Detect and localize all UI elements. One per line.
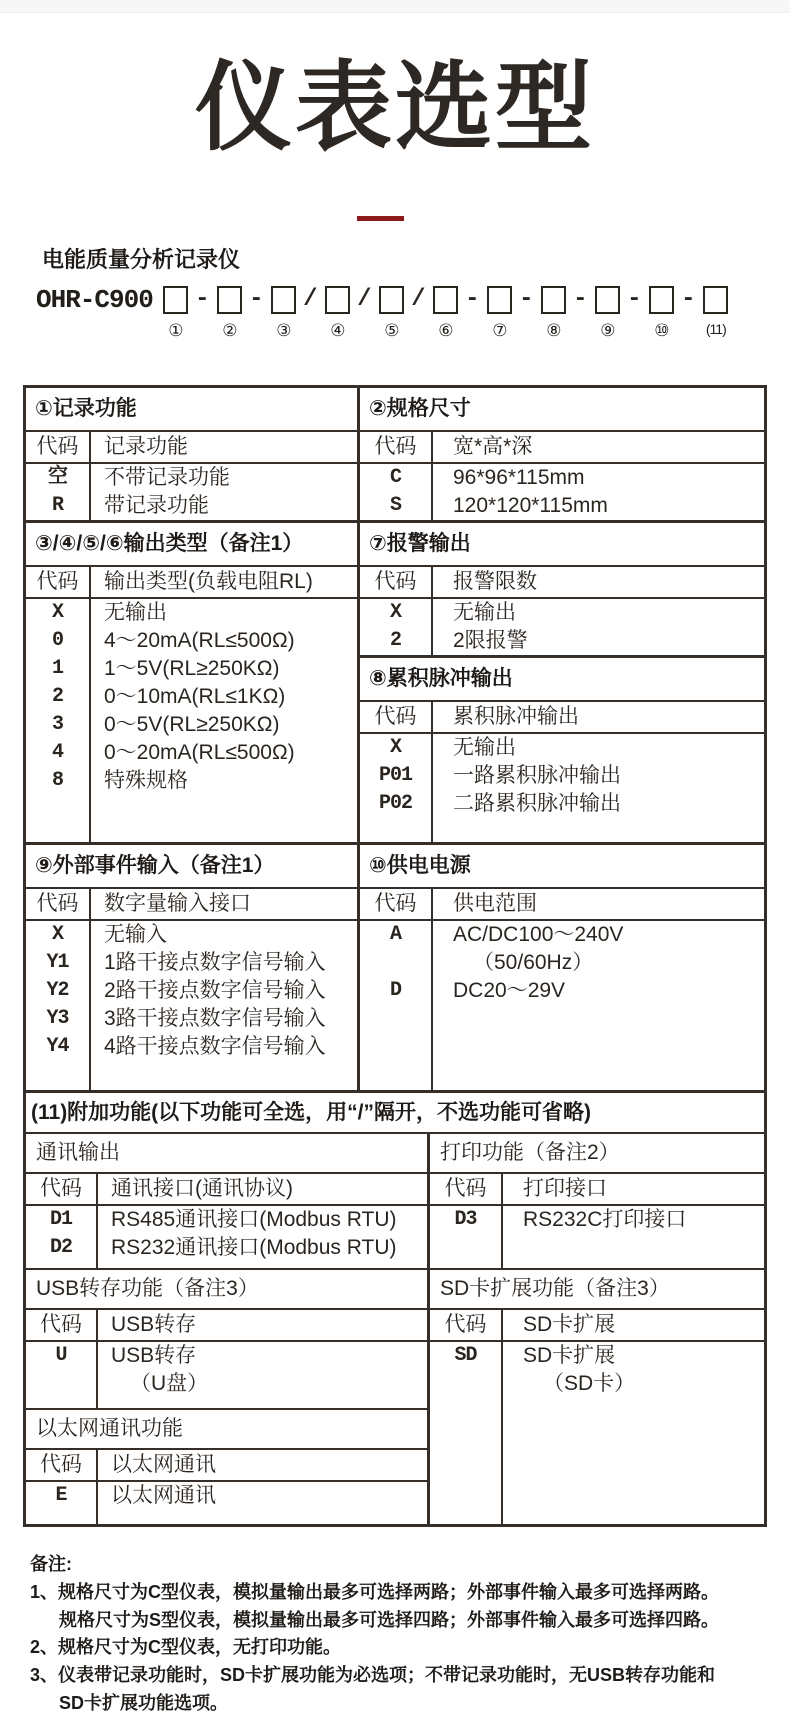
table-band-d: [26, 1132, 764, 1524]
code-column: [430, 1174, 503, 1268]
model-box: [163, 286, 188, 314]
desc-header-cell: 打印接口: [503, 1174, 764, 1206]
model-box: [325, 286, 350, 314]
desc-header-cell: 通讯接口(通讯协议): [98, 1174, 427, 1206]
desc-cell: 1路干接点数字信号输入: [104, 950, 326, 974]
model-position-number: ②: [222, 320, 238, 340]
code-cell: 1: [51, 656, 63, 680]
code-cell: 4: [51, 740, 63, 764]
footnotes-title: 备注:: [30, 1553, 72, 1574]
section-output-type: [26, 523, 360, 842]
desc-cell: 无输出: [453, 600, 516, 624]
code-cell: X: [389, 600, 401, 624]
desc-cell: 1～5V(RL≥250KΩ): [104, 656, 280, 680]
desc-header-cell: 报警限数: [433, 567, 764, 599]
model-prefix: OHR-C900: [36, 284, 153, 315]
subsection-title: USB转存功能（备注3）: [26, 1270, 427, 1310]
model-separator: -: [681, 286, 696, 314]
footnote-line: 3、仪表带记录功能时，SD卡扩展功能为必选项；不带记录功能时，无USB转存功能和: [30, 1665, 716, 1686]
subsection-title: 以太网通讯功能: [26, 1410, 427, 1450]
subsection-ethernet: [26, 1410, 427, 1524]
model-box: [595, 286, 620, 314]
code-column: [26, 1310, 98, 1408]
desc-cell: 无输出: [104, 600, 167, 624]
desc-header-cell: 累积脉冲输出: [433, 702, 764, 734]
desc-cell: 不带记录功能: [104, 465, 230, 489]
code-header-cell: 代码: [26, 1174, 96, 1206]
code-column: [360, 702, 433, 842]
code-header-cell: 代码: [26, 1450, 96, 1482]
desc-column: [98, 1174, 427, 1268]
desc-cell: 96*96*115mm: [453, 465, 585, 489]
desc-cell: RS232C打印接口: [523, 1207, 687, 1231]
desc-cell: 2路干接点数字信号输入: [104, 978, 326, 1002]
code-header-cell: 代码: [26, 432, 89, 464]
code-cell: X: [51, 600, 63, 624]
code-header-cell: 代码: [430, 1310, 501, 1342]
code-header-cell: 代码: [26, 1310, 96, 1342]
desc-header-cell: 宽*高*深: [433, 432, 764, 464]
model-box: [487, 286, 512, 314]
model-slot-4: [325, 284, 379, 341]
desc-cell: RS232通讯接口(Modbus RTU): [111, 1235, 397, 1259]
top-strip: [0, 0, 790, 13]
model-position-number: ⑤: [384, 320, 400, 340]
desc-cell: DC20～29V: [453, 978, 566, 1002]
code-column: [26, 889, 91, 1090]
subsection-comm-output: [26, 1134, 427, 1270]
model-position-number: ①: [168, 320, 184, 340]
model-slot-8: [541, 284, 595, 341]
section-alarm-output: [360, 523, 764, 658]
model-position-number: ⑥: [438, 320, 454, 340]
subsection-title: 打印功能（备注2）: [430, 1134, 764, 1174]
subsection-title: SD卡扩展功能（备注3）: [430, 1270, 764, 1310]
subsection-print: [430, 1134, 764, 1270]
desc-cell: 2限报警: [453, 628, 528, 652]
band-d-left: [26, 1134, 430, 1524]
desc-cell: 无输入: [104, 922, 167, 946]
code-cell: Y1: [46, 950, 69, 974]
code-header-cell: 代码: [360, 702, 431, 734]
subsection-title: 通讯输出: [26, 1134, 427, 1174]
model-box: [217, 286, 242, 314]
desc-column: [433, 567, 764, 655]
desc-column: [91, 567, 357, 842]
desc-column: [98, 1310, 427, 1408]
code-header-cell: 代码: [26, 889, 89, 921]
desc-header-cell: 以太网通讯: [98, 1450, 427, 1482]
footnote-line: 2、规格尺寸为C型仪表，无打印功能。: [30, 1637, 342, 1658]
code-cell: 0: [51, 628, 63, 652]
desc-column: [433, 432, 764, 520]
desc-cell: USB转存: [111, 1343, 197, 1367]
accent-divider: [357, 216, 404, 221]
model-box: [541, 286, 566, 314]
model-slot-9: [595, 284, 649, 341]
code-header-cell: 代码: [360, 567, 431, 599]
desc-cell: AC/DC100～240V: [453, 922, 624, 946]
model-box: [703, 286, 728, 314]
code-header-cell: 代码: [26, 567, 89, 599]
model-separator: -: [573, 286, 588, 314]
code-cell: 8: [51, 768, 63, 792]
model-separator: -: [519, 286, 534, 314]
code-cell: 2: [389, 628, 401, 652]
section-title: ⑩供电电源: [360, 845, 764, 889]
desc-column: [503, 1310, 764, 1524]
model-position-number: ⑧: [546, 320, 562, 340]
model-position-number: ③: [276, 320, 292, 340]
desc-cell: （SD卡）: [543, 1371, 636, 1395]
desc-cell: 4路干接点数字信号输入: [104, 1034, 326, 1058]
desc-cell: 0～20mA(RL≤500Ω): [104, 740, 295, 764]
table-band-c: [26, 842, 764, 1090]
model-slot-1: [163, 284, 217, 341]
desc-cell: （50/60Hz）: [473, 950, 594, 974]
model-box: [649, 286, 674, 314]
desc-cell: （U盘）: [130, 1371, 209, 1395]
code-cell: SD: [454, 1343, 477, 1367]
section-title: ⑨外部事件输入（备注1）: [26, 845, 357, 889]
model-slot-3: [271, 284, 325, 341]
code-header-cell: 代码: [430, 1174, 501, 1206]
model-box: [433, 286, 458, 314]
desc-header-cell: USB转存: [98, 1310, 427, 1342]
subsection-usb-transfer: [26, 1270, 427, 1410]
desc-cell: 4～20mA(RL≤500Ω): [104, 628, 295, 652]
model-slots: [163, 284, 757, 341]
model-separator: /: [357, 286, 372, 314]
code-column: [26, 1450, 98, 1524]
model-box: [271, 286, 296, 314]
code-column: [360, 567, 433, 655]
model-position-number: (11): [705, 320, 726, 337]
desc-cell: 3路干接点数字信号输入: [104, 1006, 326, 1030]
model-position-number: ⑩: [654, 320, 670, 340]
code-cell: 2: [51, 684, 63, 708]
desc-cell: 0～5V(RL≥250KΩ): [104, 712, 280, 736]
code-cell: D3: [454, 1207, 477, 1231]
code-column: [430, 1310, 503, 1524]
model-separator: -: [249, 286, 264, 314]
table-band-a: [26, 388, 764, 520]
footnote-line: 规格尺寸为S型仪表，模拟量输出最多可选择四路；外部事件输入最多可选择四路。: [59, 1609, 720, 1630]
page-title: 仪表选型: [195, 53, 595, 162]
model-separator: /: [411, 286, 426, 314]
code-cell: E: [55, 1483, 67, 1507]
code-cell: X: [51, 922, 63, 946]
band-b-right: [360, 523, 764, 842]
section-title: ③/④/⑤/⑥输出类型（备注1）: [26, 523, 357, 567]
section-title: ⑧累积脉冲输出: [360, 658, 764, 702]
code-cell: 空: [48, 465, 67, 489]
code-cell: A: [389, 922, 401, 946]
section-external-event-input: [26, 845, 360, 1090]
desc-cell: 120*120*115mm: [453, 493, 608, 517]
model-separator: -: [627, 286, 642, 314]
selection-table: [23, 385, 767, 1527]
model-slot-2: [217, 284, 271, 341]
code-cell: X: [389, 735, 401, 759]
desc-cell: 无输出: [453, 735, 516, 759]
code-column: [360, 889, 433, 1090]
code-cell: [360, 949, 431, 977]
code-cell: 3: [51, 712, 63, 736]
code-column: [26, 432, 91, 520]
section-power-supply: [360, 845, 764, 1090]
desc-column: [503, 1174, 764, 1268]
code-cell: [26, 1370, 96, 1398]
desc-cell: 二路累积脉冲输出: [453, 791, 621, 815]
model-separator: -: [465, 286, 480, 314]
subsection-sd-card: [430, 1270, 764, 1524]
model-slot-11: [703, 284, 757, 341]
section-additional-functions-title: (11)附加功能(以下功能可全选，用“/”隔开，不选功能可省略): [26, 1090, 764, 1132]
desc-header-cell: 记录功能: [91, 432, 357, 464]
code-cell: P02: [378, 791, 412, 815]
desc-column: [98, 1450, 427, 1524]
desc-header-cell: 供电范围: [433, 889, 764, 921]
section-title: ⑦报警输出: [360, 523, 764, 567]
code-cell: Y3: [46, 1006, 69, 1030]
code-cell: Y4: [46, 1034, 69, 1058]
code-cell: D: [389, 978, 401, 1002]
table-band-b: [26, 520, 764, 842]
model-slot-10: [649, 284, 703, 341]
desc-cell: 一路累积脉冲输出: [453, 763, 621, 787]
code-column: [26, 567, 91, 842]
code-header-cell: 代码: [360, 889, 431, 921]
footnotes: [30, 1551, 790, 1718]
code-column: [26, 1174, 98, 1268]
model-position-number: ⑦: [492, 320, 508, 340]
model-slot-6: [433, 284, 487, 341]
model-position-number: ④: [330, 320, 346, 340]
code-cell: R: [51, 493, 63, 517]
code-cell: D2: [49, 1235, 72, 1259]
desc-column: [433, 889, 764, 1090]
section-record-function: [26, 388, 360, 520]
code-cell: S: [389, 493, 401, 517]
desc-header-cell: SD卡扩展: [503, 1310, 764, 1342]
footnote-line: SD卡扩展功能选项。: [59, 1693, 229, 1714]
section-pulse-output: [360, 658, 764, 842]
code-column: [360, 432, 433, 520]
desc-cell: 特殊规格: [104, 768, 188, 792]
section-title: ②规格尺寸: [360, 388, 764, 432]
section-size: [360, 388, 764, 520]
desc-column: [91, 432, 357, 520]
desc-column: [433, 702, 764, 842]
footnote-line: 1、规格尺寸为C型仪表，模拟量输出最多可选择两路；外部事件输入最多可选择两路。: [30, 1581, 720, 1602]
desc-header-cell: 数字量输入接口: [91, 889, 357, 921]
product-subtitle: 电能质量分析记录仪: [42, 246, 241, 272]
code-cell: D1: [49, 1207, 72, 1231]
code-cell: Y2: [46, 978, 69, 1002]
code-cell: P01: [378, 763, 412, 787]
code-cell: [430, 1370, 501, 1398]
desc-cell: 以太网通讯: [111, 1483, 216, 1507]
desc-column: [91, 889, 357, 1090]
model-slot-7: [487, 284, 541, 341]
model-slot-5: [379, 284, 433, 341]
desc-header-cell: 输出类型(负载电阻RL): [91, 567, 357, 599]
model-code: [36, 284, 790, 341]
model-separator: /: [303, 286, 318, 314]
model-position-number: ⑨: [600, 320, 616, 340]
code-header-cell: 代码: [360, 432, 431, 464]
desc-cell: 0～10mA(RL≤1KΩ): [104, 684, 286, 708]
desc-cell: RS485通讯接口(Modbus RTU): [111, 1207, 397, 1231]
model-separator: -: [195, 286, 210, 314]
code-cell: U: [55, 1343, 67, 1367]
code-cell: C: [389, 465, 401, 489]
band-d-right: [430, 1134, 764, 1524]
desc-cell: 带记录功能: [104, 493, 209, 517]
model-box: [379, 286, 404, 314]
desc-cell: SD卡扩展: [523, 1343, 616, 1367]
section-title: ①记录功能: [26, 388, 357, 432]
